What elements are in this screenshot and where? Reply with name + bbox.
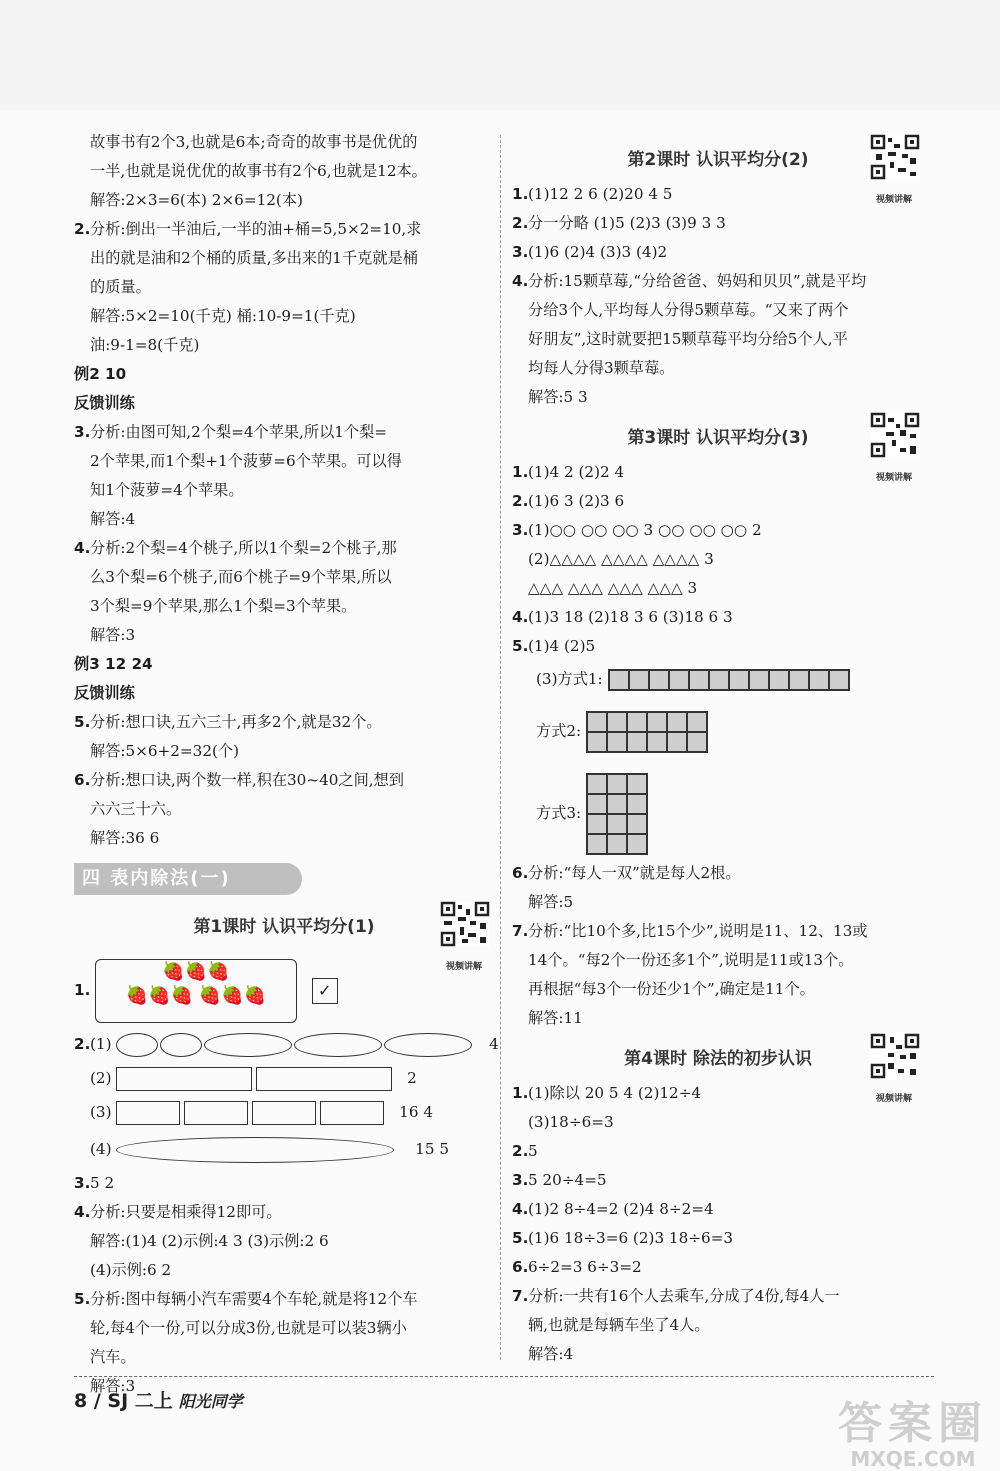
peach-group (204, 1033, 292, 1057)
strawberry-icon: 🍓🍓🍓 🍓🍓🍓 (125, 985, 266, 1006)
feedback-heading: 反馈训练 (74, 394, 135, 412)
watermark: 答案圈 MXQE.COM (838, 1398, 988, 1471)
lesson3-question-4: 4.(1)3 18 (2)18 3 6 (3)18 6 3 (512, 608, 733, 626)
text-line: 汽车。 (90, 1348, 136, 1366)
strawberry-figure (95, 959, 297, 1023)
feedback-heading: 反馈训练 (74, 684, 135, 702)
lesson-1-header (74, 907, 494, 972)
lesson1-question-3: 3.5 2 (74, 1174, 115, 1192)
brand-logo: 阳光同学 (178, 1392, 243, 1411)
qr-label: 视频讲解 (875, 473, 912, 483)
strawberry-icon: 🍓🍓🍓 (162, 961, 230, 982)
lesson-title: 第1课时 认识平均分(1) (193, 917, 375, 937)
text-line: 均每人分得3颗草莓。 (528, 359, 675, 377)
top-margin (0, 0, 1000, 110)
answer-line: 解答:4 (90, 510, 136, 528)
cake-group (184, 1101, 248, 1125)
lesson4-question-3: 3.5 20÷4=5 (512, 1171, 607, 1189)
text-line: 3个梨=9个苹果,那么1个梨=3个苹果。 (90, 597, 357, 615)
answer-line: 解答:(1)4 (2)示例:4 3 (3)示例:2 6 (90, 1232, 329, 1250)
footer (74, 1386, 243, 1413)
checkbox-checked: ✓ (312, 978, 338, 1004)
answer-line: 解答:5×6+2=32(个) (90, 742, 240, 760)
lesson4-question-7: 7.分析:一共有16个人去乘车,分成了4份,每4人一 (512, 1287, 840, 1305)
lesson2-question-4: 4.分析:15颗草莓,“分给爸爸、妈妈和贝贝”,就是平均 (512, 272, 867, 290)
grid-4x3 (586, 773, 648, 855)
peach-group (160, 1033, 202, 1057)
page-number: 8 / SJ 二上 (74, 1390, 173, 1412)
qr-label: 视频讲解 (875, 1094, 912, 1104)
lesson1-question-1: 1. 🍓🍓🍓 🍓🍓🍓 🍓🍓🍓 ✓ (74, 953, 494, 1027)
question-3: 3.分析:由图可知,2个梨=4个苹果,所以1个梨= (74, 423, 388, 441)
lesson1-question-2-part-2: (2) 2 (74, 1061, 494, 1095)
unit-banner (74, 859, 494, 903)
grid-1x12 (608, 669, 850, 691)
answer-line: 油:9-1=8(千克) (90, 336, 200, 354)
peach-group (384, 1033, 472, 1057)
lesson3-question-5: 5.(1)4 (2)5 (512, 637, 596, 655)
example-2: 例2 10 (74, 365, 127, 383)
lesson4-question-1: 1.(1)除以 20 5 4 (2)12÷4 (512, 1084, 702, 1102)
left-column (74, 128, 499, 1401)
qr-label: 视频讲解 (445, 962, 482, 972)
question-5: 5.分析:想口诀,五六三十,再多2个,就是32个。 (74, 713, 382, 731)
peach-group (294, 1033, 382, 1057)
text-line: 的质量。 (90, 278, 151, 296)
question-6: 6.分析:想口诀,两个数一样,积在30~40之间,想到 (74, 771, 404, 789)
lesson1-question-2-part-4: (4) 15 5 (74, 1129, 494, 1169)
lesson-title: 第3课时 认识平均分(3) (627, 428, 809, 448)
qr-label: 视频讲解 (875, 195, 912, 205)
answer-line: 解答:4 (528, 1345, 574, 1363)
strawberry-group (116, 1137, 394, 1163)
lesson1-question-4: 4.分析:只要是相乘得12即可。 (74, 1203, 282, 1221)
answer-line: (4)示例:6 2 (90, 1261, 172, 1279)
flower-group (116, 1067, 252, 1091)
text-line: (2)△△△△ △△△△ △△△△ 3 (528, 550, 714, 568)
way-3: 方式3: (512, 767, 924, 859)
lesson3-question-1: 1.(1)4 2 (2)2 4 (512, 463, 625, 481)
cake-group (252, 1101, 316, 1125)
lesson4-question-6: 6.6÷2=3 6÷3=2 (512, 1258, 642, 1276)
answer-line: 解答:5 3 (528, 388, 588, 406)
text-line: 故事书有2个3,也就是6本;奇奇的故事书是优优的 (90, 133, 418, 151)
lesson2-question-3: 3.(1)6 (2)4 (3)3 (4)2 (512, 243, 668, 261)
text-line: 一半,也就是说优优的故事书有2个6,也就是12本。 (90, 162, 427, 180)
text-line: 知1个菠萝=4个苹果。 (90, 481, 244, 499)
lesson2-question-2: 2.分一分略 (1)5 (2)3 (3)9 3 3 (512, 214, 726, 232)
lesson3-question-3: 3.(1)○○ ○○ ○○ 3 ○○ ○○ ○○ 2 (512, 521, 762, 539)
answer-line: 解答:11 (528, 1009, 583, 1027)
answer-line: 解答:5 (528, 893, 574, 911)
answer-line: 解答:36 6 (90, 829, 160, 847)
question-2: 2.分析:倒出一半油后,一半的油+桶=5,5×2=10,求 (74, 220, 422, 238)
lesson-title: 第4课时 除法的初步认识 (624, 1049, 812, 1069)
grid-2x6 (586, 711, 708, 753)
text-line: 轮,每4个一份,可以分成3份,也就是可以装3辆小 (90, 1319, 407, 1337)
text-line: (3)18÷6=3 (528, 1113, 614, 1131)
text-line: 分给3个人,平均每人分得5颗草莓。“又来了两个 (528, 301, 849, 319)
text-line: 么3个梨=6个桃子,而6个桃子=9个苹果,所以 (90, 568, 392, 586)
lesson1-question-2-part-3: (3) 16 4 (74, 1095, 494, 1129)
flower-group (256, 1067, 392, 1091)
text-line: 出的就是油和2个桶的质量,多出来的1千克就是桶 (90, 249, 418, 267)
lesson2-question-1: 1.(1)12 2 6 (2)20 4 5 (512, 185, 673, 203)
answer-line: 解答:3 (90, 1377, 136, 1395)
cake-group (116, 1101, 180, 1125)
lesson-title: 第2课时 认识平均分(2) (627, 150, 809, 170)
lesson3-question-2: 2.(1)6 3 (2)3 6 (512, 492, 625, 510)
way-2: 方式2: (512, 701, 924, 761)
qr-code-icon[interactable] (440, 901, 490, 947)
way-1: (3)方式1: (512, 661, 924, 697)
lesson4-question-2: 2.5 (512, 1142, 538, 1160)
peach-group (116, 1033, 158, 1057)
text-line: 14个。“每2个一份还多1个”,说明是11或13个。 (528, 951, 854, 969)
lesson4-question-4: 4.(1)2 8÷4=2 (2)4 8÷2=4 (512, 1200, 714, 1218)
right-column (512, 140, 924, 1369)
lesson1-question-5: 5.分析:图中每辆小汽车需要4个车轮,就是将12个车 (74, 1290, 418, 1308)
answer-line: 解答:5×2=10(千克) 桶:10-9=1(千克) (90, 307, 356, 325)
column-divider (500, 135, 501, 1360)
lesson3-question-7: 7.分析:“比10个多,比15个少”,说明是11、12、13或 (512, 922, 868, 940)
qr-code-icon[interactable] (870, 134, 920, 180)
text-line: 解答:2×3=6(本) 2×6=12(本) (90, 191, 303, 209)
text-line: △△△ △△△ △△△ △△△ 3 (528, 579, 698, 597)
text-line: 辆,也就是每辆车坐了4人。 (528, 1316, 710, 1334)
cake-group (320, 1101, 384, 1125)
footer-rule (74, 1376, 934, 1377)
question-4: 4.分析:2个梨=4个桃子,所以1个梨=2个桃子,那 (74, 539, 397, 557)
text-line: 六六三十六。 (90, 800, 182, 818)
lesson4-question-5: 5.(1)6 18÷3=6 (2)3 18÷6=3 (512, 1229, 734, 1247)
lesson1-question-2: 2.(1) 4 (74, 1027, 494, 1061)
answer-line: 解答:3 (90, 626, 136, 644)
text-line: 2个苹果,而1个梨+1个菠萝=6个苹果。可以得 (90, 452, 402, 470)
text-line: 好朋友”,这时就要把15颗草莓平均分给5个人,平 (528, 330, 848, 348)
qr-code-icon[interactable] (870, 1033, 920, 1079)
lesson3-question-6: 6.分析:“每人一双”就是每人2根。 (512, 864, 741, 882)
text-line: 再根据“每3个一份还少1个”,确定是11个。 (528, 980, 815, 998)
example-3: 例3 12 24 (74, 655, 153, 673)
unit-title: 四 表内除法(一) (82, 868, 231, 889)
qr-code-icon[interactable] (870, 412, 920, 458)
